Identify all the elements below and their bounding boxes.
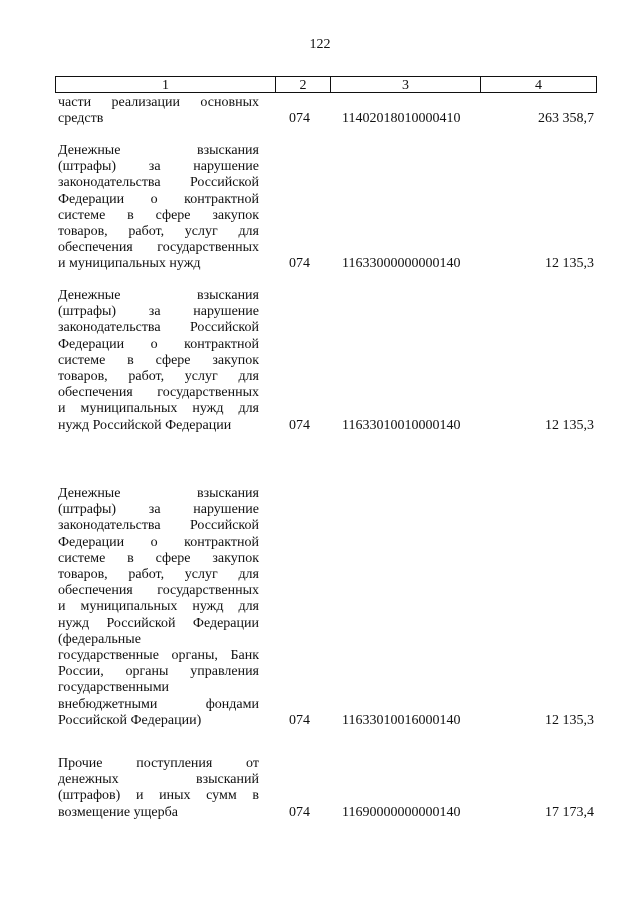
description-line: законодательства Российской	[58, 320, 259, 336]
description-line: товаров, работ, услуг для	[58, 224, 259, 240]
description-line: нужд Российской Федерации	[58, 615, 259, 631]
description-line: (штрафов) и иных сумм в	[58, 788, 259, 804]
description-line: обеспечения государственных	[58, 240, 259, 256]
description-line: Российской Федерации)	[58, 712, 202, 728]
description-line: (штрафы) за нарушение	[58, 502, 259, 518]
description-line: возмещение ущерба	[58, 804, 178, 820]
description-line: и муниципальных нужд	[58, 256, 201, 272]
description-line: и муниципальных нужд для	[58, 401, 259, 417]
row-col2: 074	[289, 712, 310, 728]
description-line: системе в сфере закупок	[58, 550, 259, 566]
row-col2: 074	[289, 417, 310, 433]
table-row	[58, 143, 594, 273]
description-line: государственными	[58, 680, 170, 696]
row-description	[58, 143, 259, 273]
description-line: денежных взысканий	[58, 772, 259, 788]
row-col3: 11633010010000140	[342, 417, 461, 433]
row-col4: 17 173,4	[545, 804, 594, 820]
description-line: (штрафы) за нарушение	[58, 304, 259, 320]
description-line: Федерации о контрактной	[58, 191, 259, 207]
header-col-1: 1	[56, 77, 276, 92]
description-line: Денежные взыскания	[58, 486, 259, 501]
table-row	[58, 486, 594, 729]
description-line: части реализации основных	[58, 95, 259, 110]
description-line: Федерации о контрактной	[58, 336, 259, 352]
description-line: Прочие поступления от	[58, 756, 259, 771]
row-col4: 12 135,3	[545, 256, 594, 272]
description-line: обеспечения государственных	[58, 385, 259, 401]
table-row	[58, 95, 594, 127]
description-line: (федеральные	[58, 631, 141, 647]
description-line: товаров, работ, услуг для	[58, 567, 259, 583]
row-col2: 074	[289, 804, 310, 820]
row-col3: 11690000000000140	[342, 804, 461, 820]
description-line: России, органы управления	[58, 664, 259, 680]
description-line: системе в сфере закупок	[58, 207, 259, 223]
description-line: (штрафы) за нарушение	[58, 159, 259, 175]
row-col3: 11402018010000410	[342, 111, 461, 127]
description-line: и муниципальных нужд для	[58, 599, 259, 615]
table-header	[55, 76, 597, 93]
description-line: законодательства Российской	[58, 175, 259, 191]
description-line: обеспечения государственных	[58, 583, 259, 599]
row-description	[58, 486, 259, 729]
row-col3: 11633000000000140	[342, 256, 461, 272]
description-line: законодательства Российской	[58, 518, 259, 534]
description-line: Федерации о контрактной	[58, 534, 259, 550]
row-col4: 12 135,3	[545, 712, 594, 728]
description-line: государственные органы, Банк	[58, 648, 259, 664]
description-line: Денежные взыскания	[58, 143, 259, 158]
table-row	[58, 288, 594, 434]
description-line: товаров, работ, услуг для	[58, 369, 259, 385]
row-description	[58, 95, 259, 127]
page-number: 122	[309, 37, 331, 52]
description-line: средств	[58, 111, 104, 127]
row-description	[58, 288, 259, 434]
description-line: внебюджетными фондами	[58, 696, 259, 712]
description-line: Денежные взыскания	[58, 288, 259, 303]
description-line: нужд Российской Федерации	[58, 417, 232, 433]
row-description	[58, 756, 259, 821]
row-col2: 074	[289, 256, 310, 272]
table-row	[58, 756, 594, 821]
row-col2: 074	[289, 111, 310, 127]
header-col-3: 3	[331, 77, 481, 92]
row-col3: 11633010016000140	[342, 712, 461, 728]
row-col4: 263 358,7	[538, 111, 594, 127]
header-col-4: 4	[535, 78, 542, 93]
description-line: системе в сфере закупок	[58, 352, 259, 368]
header-col-2: 2	[276, 77, 331, 92]
row-col4: 12 135,3	[545, 417, 594, 433]
